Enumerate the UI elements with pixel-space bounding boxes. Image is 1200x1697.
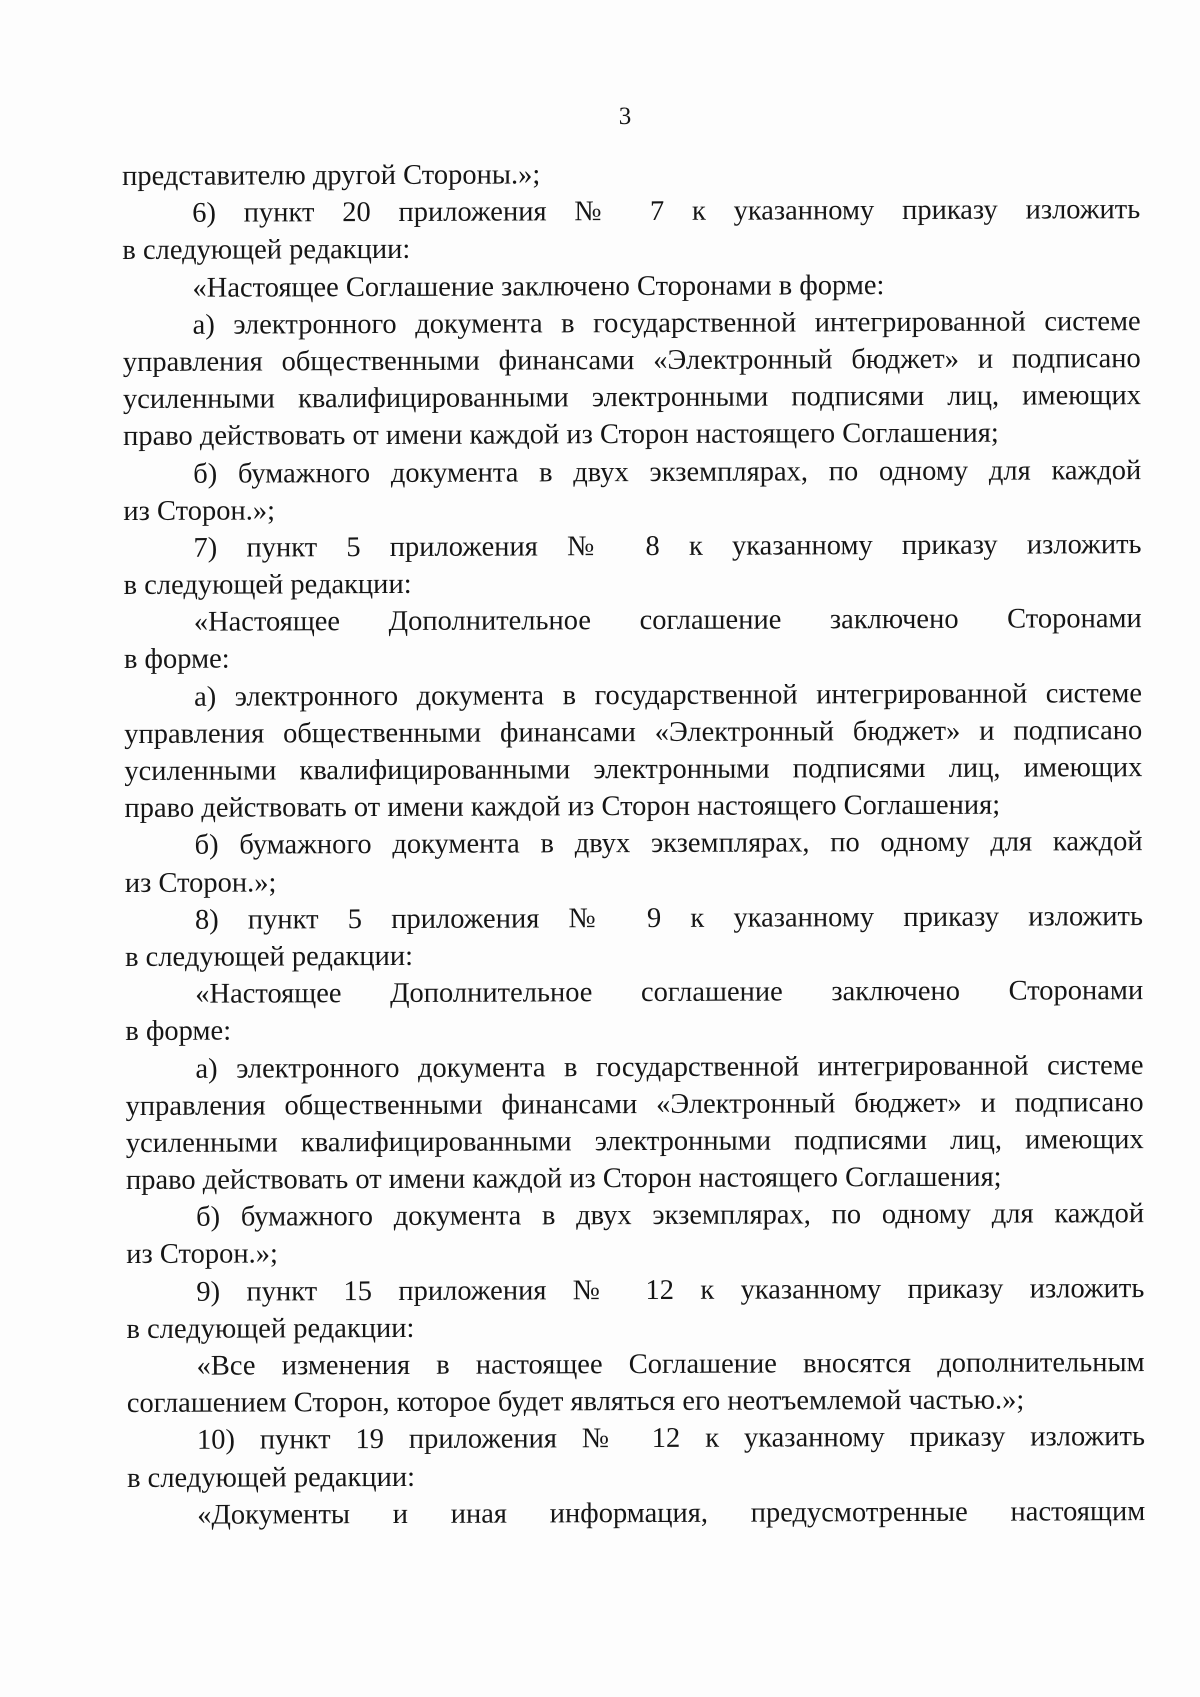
text-line: усиленными квалифицированными электронными подписями лиц, имеющих <box>124 752 1143 787</box>
text-line: усиленными квалифицированными электронными подписями лиц, имеющих <box>125 1123 1144 1159</box>
text-line: в следующей редакции: <box>127 1461 416 1494</box>
text-line: «Документы и иная информация, предусмотренные настоящим <box>197 1495 1146 1531</box>
page-number: 3 <box>618 103 632 130</box>
text-line: из Сторон.»; <box>123 495 276 527</box>
text-line: а) электронного документа в государственной интегрированной системе <box>194 677 1143 713</box>
text-line: 8) пункт 5 приложения № 9 к указанному приказу изложить <box>194 900 1143 936</box>
document-body <box>122 154 1145 1534</box>
text-line: право действовать от имени каждой из Сторон настоящего Соглашения; <box>124 789 1001 825</box>
text-line: «Настоящее Дополнительное соглашение заключено Сторонами <box>193 603 1142 638</box>
text-line: право действовать от имени каждой из Сторон настоящего Соглашения; <box>125 1161 1002 1197</box>
text-line: соглашением Сторон, которое будет являться его неотъемлемой частью.»; <box>126 1384 1025 1420</box>
text-line: из Сторон.»; <box>126 1238 278 1271</box>
text-line: а) электронного документа в государственной интегрированной системе <box>195 1049 1144 1085</box>
text-line: право действовать от имени каждой из Сторон настоящего Соглашения; <box>123 417 999 453</box>
text-line: 9) пункт 15 приложения № 12 к указанному приказу изложить <box>196 1272 1145 1308</box>
text-line: управления общественными финансами «Электронный бюджет» и подписано <box>125 1086 1144 1122</box>
text-line: управления общественными финансами «Электронный бюджет» и подписано <box>122 343 1141 378</box>
text-line: а) электронного документа в государственной интегрированной системе <box>192 305 1141 341</box>
text-line: в форме: <box>123 644 230 676</box>
text-line: 6) пункт 20 приложения № 7 к указанному приказу изложить <box>192 194 1141 229</box>
text-line: «Настоящее Дополнительное соглашение заключено Сторонами <box>195 975 1144 1010</box>
text-line: в следующей редакции: <box>123 568 412 602</box>
text-line: б) бумажного документа в двух экземплярах, по одному для каждой <box>196 1198 1145 1233</box>
text-line: управления общественными финансами «Электронный бюджет» и подписано <box>124 714 1143 750</box>
text-line: 10) пункт 19 приложения № 12 к указанному приказу изложить <box>196 1421 1145 1457</box>
text-line: б) бумажного документа в двух экземплярах, по одному для каждой <box>193 454 1142 490</box>
text-line: в форме: <box>125 1015 232 1048</box>
text-line: б) бумажного документа в двух экземплярах, по одному для каждой <box>194 826 1143 862</box>
text-line: в следующей редакции: <box>126 1312 415 1345</box>
text-line: «Все изменения в настоящее Соглашение вносятся дополнительным <box>196 1347 1145 1382</box>
text-line: представителю другой Стороны.»; <box>122 159 541 192</box>
text-line: в следующей редакции: <box>122 234 411 267</box>
text-line: из Сторон.»; <box>124 866 277 899</box>
text-line: 7) пункт 5 приложения № 8 к указанному приказу изложить <box>193 528 1142 564</box>
text-line: усиленными квалифицированными электронными подписями лиц, имеющих <box>122 380 1141 416</box>
text-line: «Настоящее Соглашение заключено Сторонами в форме: <box>192 269 885 304</box>
text-line: в следующей редакции: <box>125 940 414 973</box>
